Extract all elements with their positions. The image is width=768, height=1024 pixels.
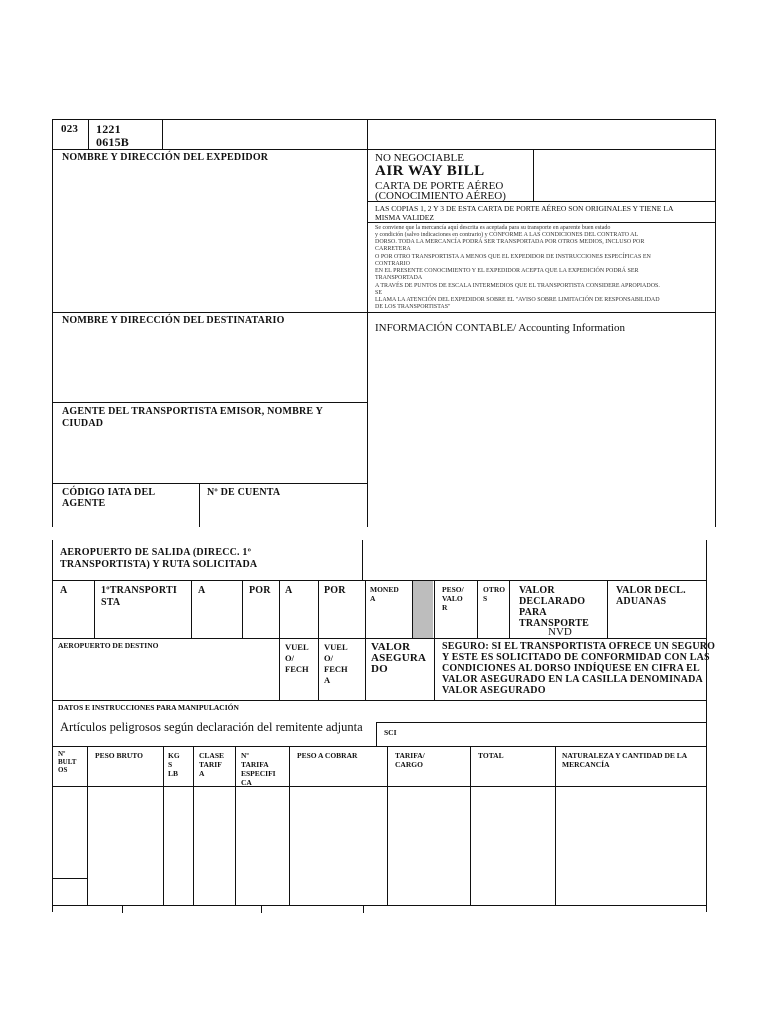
col-rate-class-3: A <box>199 769 205 778</box>
weight-value-2: VALO <box>442 594 463 603</box>
weight-value-1: PESO/ <box>442 585 464 594</box>
others-1: OTRO <box>483 585 506 594</box>
condition-line: SE <box>375 290 383 296</box>
goods-col-2 <box>163 746 164 906</box>
handling-label: DATOS E INSTRUCCIONES PARA MANIPULACIÓN <box>58 703 239 712</box>
first-carrier-1: 1ºTRANSPORTI <box>101 585 177 596</box>
goods-col-3 <box>193 746 194 906</box>
condition-line: TRANSPORTADA <box>375 275 423 281</box>
condition-line: A TRAVÉS DE PUNTOS DE ESCALA INTERMEDIOS QUE EL TRANSPORTISTA CONSIDERE APROPIADOS. <box>375 283 660 289</box>
col-commodity-2: TARIFA <box>241 760 269 769</box>
departure-label-1: AEROPUERTO DE SALIDA (DIRECC. 1º <box>60 547 252 558</box>
others-2: S <box>483 594 488 603</box>
flight-date-2b: O/ <box>324 653 333 663</box>
col-nature-2: MERCANCÍA <box>562 760 610 769</box>
condition-line: CARRETERA <box>375 246 411 252</box>
sci-top-line <box>376 722 706 723</box>
col-rate-charge-2: CARGO <box>395 760 423 769</box>
flight-date-2a: VUEL <box>324 642 348 652</box>
insurance-text-4: VALOR ASEGURADO EN LA CASILLA DENOMINADA <box>442 674 703 685</box>
insured-value-2: ASEGURA <box>371 652 427 664</box>
insurance-text-2: Y ESTE ES SOLICITADO DE CONFORMIDAD CON LAS <box>442 652 710 663</box>
dest-col-4 <box>434 638 435 700</box>
goods-col-5 <box>289 746 290 906</box>
condition-line: DE LOS TRANSPORTISTAS" <box>375 304 451 310</box>
declared-value-3: PARA <box>519 607 547 618</box>
condition-line: DORSO. TODA LA MERCANCÍA PODRÁ SER TRANSPORTADA POR OTROS MEDIOS, INCLUSO POR <box>375 239 645 245</box>
currency-1: MONED <box>370 585 399 594</box>
prefix-divider <box>88 119 89 149</box>
shipper-label: NOMBRE Y DIRECCIÓN DEL EXPEDIDOR <box>62 152 269 163</box>
insurance-text-1: SEGURO: SI EL TRANSPORTISTA OFRECE UN SEGURO <box>442 641 716 652</box>
carta-porte-1: CARTA DE PORTE AÉREO <box>375 180 504 192</box>
weight-value-3: R <box>442 603 448 612</box>
grey-cell <box>413 581 433 638</box>
col-pieces-2: BULT <box>58 758 77 766</box>
iata-divider <box>199 483 200 527</box>
goods-col-6 <box>387 746 388 906</box>
route-a-2: A <box>198 585 206 596</box>
col-rate-class-2: TARIF <box>199 760 222 769</box>
account-number-label: Nº DE CUENTA <box>207 487 281 498</box>
handling-text: Artículos peligrosos según declaración del remitente adjunta <box>60 720 363 734</box>
carta-porte-2: (CONOCIMIENTO AÉREO) <box>375 190 506 202</box>
sci-divider <box>376 722 377 746</box>
col-pieces-1: Nº <box>58 750 66 758</box>
route-col-7 <box>412 580 413 638</box>
flight-date-1a: VUEL <box>285 642 309 652</box>
departure-label-2: TRANSPORTISTA) Y RUTA SOLICITADA <box>60 559 258 570</box>
center-divider <box>367 119 368 527</box>
declared-value-2: DECLARADO <box>519 596 586 607</box>
air-way-bill-title: AIR WAY BILL <box>375 163 485 179</box>
declared-value-1: VALOR <box>519 585 555 596</box>
not-negotiable: NO NEGOCIABLE <box>375 152 464 164</box>
route-col-11 <box>607 580 608 638</box>
route-a-3: A <box>285 585 293 596</box>
currency-2: A <box>370 594 376 603</box>
goods-col-8 <box>555 746 556 906</box>
col-pieces-3: OS <box>58 766 68 774</box>
dest-airport-label: AEROPUERTO DE DESTINO <box>58 641 159 650</box>
condition-line: EN EL PRESENTE CONOCIMIENTO Y EL EXPEDIDOR ACEPTA QUE LA EXPEDICIÓN PODRÁ SER <box>375 268 639 274</box>
serial-divider <box>162 119 163 149</box>
goods-sub-line <box>52 878 87 879</box>
agent-line <box>52 402 367 403</box>
insured-value-3: DO <box>371 663 388 675</box>
first-carrier-2: STA <box>101 597 121 608</box>
col-nature-1: NATURALEZA Y CANTIDAD DE LA <box>562 751 688 760</box>
lower-left-edge <box>52 540 53 912</box>
route-col-8 <box>434 580 435 638</box>
copies-line <box>367 222 716 223</box>
condition-line: CONTRARIO <box>375 261 411 267</box>
col-kg-1: KG <box>168 751 180 760</box>
awb-title-divider <box>533 149 534 201</box>
col-rate-class-1: CLASE <box>199 751 225 760</box>
route-col-10 <box>509 580 510 638</box>
declared-value-4: TRANSPORTE <box>519 618 589 629</box>
agent-label-2: CIUDAD <box>62 418 104 429</box>
condition-line: Se conviene que la mercancía aquí descrita es aceptada para su transporte en aparente buen estado <box>375 225 611 231</box>
route-col-9 <box>477 580 478 638</box>
agent-label-1: AGENTE DEL TRANSPORTISTA EMISOR, NOMBRE Y <box>62 406 324 417</box>
iata-line <box>52 483 367 484</box>
goods-col-4 <box>235 746 236 906</box>
condition-line: LLAMA LA ATENCIÓN DEL EXPEDIDOR SOBRE EL "AVISO SOBRE LIMITACIÓN DE RESPONSABILIDAD <box>375 297 660 303</box>
goods-col-1 <box>87 746 88 906</box>
iata-code-label-1: CÓDIGO IATA DEL <box>62 487 156 498</box>
col-commodity-4: CA <box>241 778 252 787</box>
route-col-1 <box>94 580 95 638</box>
col-kg-3: LB <box>168 769 179 778</box>
consignee-label: NOMBRE Y DIRECCIÓN DEL DESTINATARIO <box>62 315 285 326</box>
route-a-1: A <box>60 585 68 596</box>
routing-row-line <box>52 638 706 639</box>
col-kg-2: S <box>168 760 173 769</box>
destination-row-line <box>52 700 706 701</box>
route-col-3 <box>242 580 243 638</box>
awb-serial-2: 0615B <box>96 135 130 149</box>
accounting-info: INFORMACIÓN CONTABLE/ Accounting Information <box>375 322 625 334</box>
customs-value-1: VALOR DECL. <box>616 585 686 596</box>
route-col-6 <box>365 580 366 638</box>
departure-divider <box>362 540 363 580</box>
goods-bottom-line <box>52 905 706 906</box>
flight-date-1b: O/ <box>285 653 294 663</box>
route-por-2: POR <box>324 585 346 596</box>
col-chargeable-weight: PESO A COBRAR <box>297 751 358 760</box>
customs-value-2: ADUANAS <box>616 596 667 607</box>
insured-value-1: VALOR <box>371 641 411 653</box>
handling-row-line <box>52 746 706 747</box>
dest-col-1 <box>279 638 280 700</box>
route-col-4 <box>279 580 280 638</box>
lower-right-edge <box>706 540 707 912</box>
condition-line: y condición (salvo indicaciones en contrario) y CONFORME A LAS CONDICIONES DEL CONTRATO AL <box>375 232 639 238</box>
footer-col-2 <box>261 905 262 913</box>
iata-code-label-2: AGENTE <box>62 498 106 509</box>
insurance-text-3: CONDICIONES AL DORSO INDÍQUESE EN CIFRA EL <box>442 663 700 674</box>
awb-prefix: 023 <box>61 123 79 135</box>
flight-date-2d: A <box>324 675 331 685</box>
insurance-text-5: VALOR ASEGURADO <box>442 685 546 696</box>
sci-label: SCI <box>384 728 397 737</box>
col-total: TOTAL <box>478 751 504 760</box>
flight-date-1c: FECH <box>285 664 309 674</box>
condition-line: O POR OTRO TRANSPORTISTA A MENOS QUE EL EXPEDIDOR DE INSTRUCCIONES ESPECÍFICAS EN <box>375 254 651 260</box>
dest-col-2 <box>318 638 319 700</box>
nvd-value: NVD <box>548 626 572 638</box>
col-commodity-1: Nº <box>241 751 249 760</box>
goods-col-7 <box>470 746 471 906</box>
goods-header-line <box>52 786 706 787</box>
copies-text-1: LAS COPIAS 1, 2 Y 3 DE ESTA CARTA DE PORTE AÉREO SON ORIGINALES Y TIENE LA <box>375 204 674 213</box>
route-col-2 <box>191 580 192 638</box>
col-commodity-3: ESPECIFI <box>241 769 276 778</box>
footer-col-3 <box>363 905 364 913</box>
route-col-5 <box>318 580 319 638</box>
header-row-line <box>52 149 716 150</box>
consignee-line <box>52 312 716 313</box>
footer-col-1 <box>122 905 123 913</box>
dest-col-3 <box>365 638 366 700</box>
awb-serial-1: 1221 <box>96 122 121 136</box>
route-por-1: POR <box>249 585 271 596</box>
col-rate-charge-1: TARIFA/ <box>395 751 425 760</box>
flight-date-2c: FECH <box>324 664 348 674</box>
col-gross-weight: PESO BRUTO <box>95 751 143 760</box>
copies-text-2: MISMA VALIDEZ <box>375 213 434 222</box>
